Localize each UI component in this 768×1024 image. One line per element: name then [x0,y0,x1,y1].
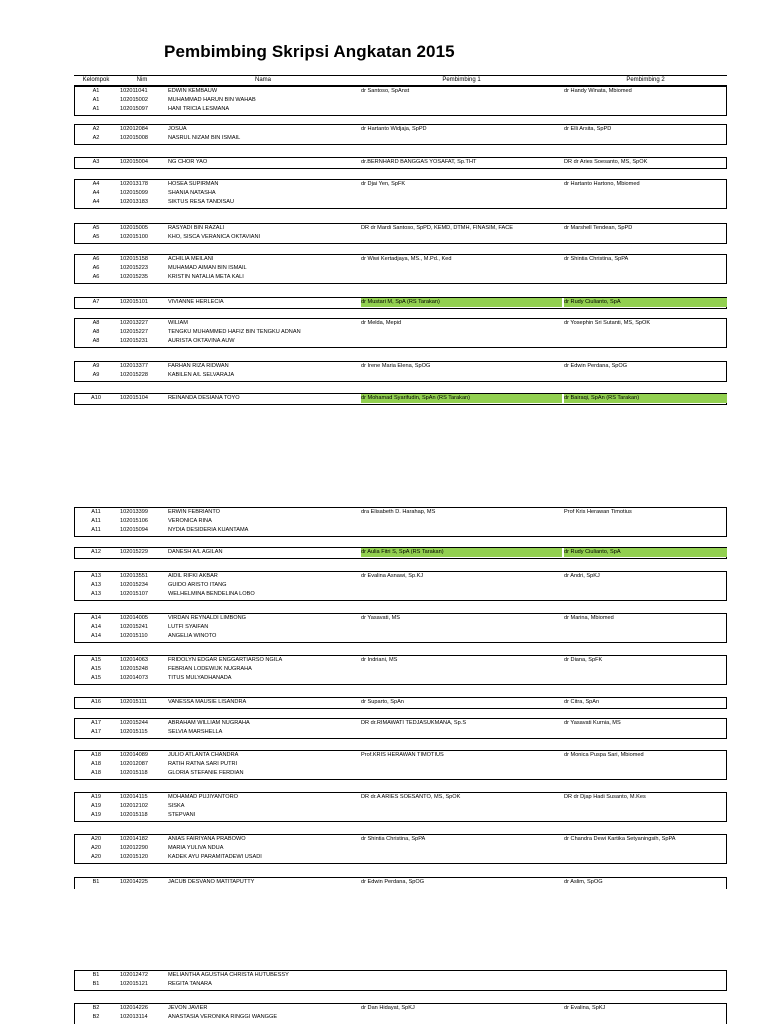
cell-nim: 102015101 [120,299,148,305]
cell-kelompok: A19 [91,812,101,818]
table-group [74,1003,727,1023]
cell-nim: 102015099 [120,190,148,196]
cell-kelompok: A8 [92,338,100,344]
cell-nim: 102012087 [120,761,148,767]
table-row [74,319,727,328]
cell-kelompok: A20 [91,836,101,842]
cell-nim: 102015100 [120,234,148,240]
table-row [74,853,727,862]
cell-pembimbing-1: dr.BERNHARD BANGGAS YOSAFAT, Sp.THT [361,159,477,165]
cell-nama: MUHAMMAD HARUN BIN WAHAB [168,97,256,103]
table-group [74,254,727,284]
table-group [74,157,727,169]
cell-nim: 102013377 [120,363,148,369]
cell-pembimbing-1: dr Santoso, SpAnst [361,88,410,94]
table-row [74,980,727,989]
cell-pembimbing-2: dr Citra, SpAn [564,699,600,705]
cell-nama: WILIAM [168,320,188,326]
cell-nama: FARHAN RIZA RIDWAN [168,363,229,369]
cell-nama: JACUB DESVANO MATITAPUTTY [168,879,255,885]
cell-nim: 102014005 [120,615,148,621]
cell-nim: 102015110 [120,633,148,639]
cell-kelompok: A13 [91,573,101,579]
cell-nim: 102015229 [120,549,148,555]
cell-pembimbing-2: dr Bairaqi, SpAn (RS Tarakan) [564,394,727,403]
table-group [74,547,727,559]
cell-nim: 102015097 [120,106,148,112]
table-row [74,264,727,273]
table-row [74,158,727,167]
table-row [74,665,727,674]
cell-nim: 102015158 [120,256,148,262]
table-row [74,328,727,337]
cell-kelompok: A10 [91,395,101,401]
table-row [74,1013,727,1022]
cell-pembimbing-2: dr Marina, Mbiomed [564,615,614,621]
cell-kelompok: A16 [91,699,101,705]
table-group [74,834,727,864]
table-row [74,508,727,517]
table-row [74,590,727,599]
cell-nama: AURISTA OKTAVINA AUW [168,338,235,344]
cell-nim: 102015244 [120,720,148,726]
cell-kelompok: A6 [92,274,100,280]
cell-nim: 102013183 [120,199,148,205]
table-group [74,124,727,145]
cell-nim: 102015241 [120,624,148,630]
cell-kelompok: A7 [92,299,100,305]
cell-kelompok: A14 [91,624,101,630]
cell-pembimbing-2: dr Aslim, SpOG [564,879,603,885]
table-row [74,96,727,105]
page-title: Pembimbing Skripsi Angkatan 2015 [164,42,455,61]
cell-pembimbing-2: dr Chandra Dewi Kartika Setyaningsih, SpPA [564,836,676,842]
cell-kelompok: A5 [92,225,100,231]
table-group [74,718,727,739]
cell-nama: FEBRIAN LODEWIJK NUGRAHA [168,666,252,672]
cell-kelompok: A4 [92,199,100,205]
cell-nim: 102013227 [120,320,148,326]
table-row [74,233,727,242]
cell-pembimbing-1: dr Djai Yen, SpFK [361,181,406,187]
cell-kelompok: A9 [92,372,100,378]
cell-pembimbing-1: dr Yasavati, MS [361,615,400,621]
cell-nim: 102012084 [120,126,148,132]
table-row [74,835,727,844]
table-row [74,802,727,811]
header-nama: Nama [254,77,271,83]
cell-pembimbing-2: dr Marshell Tendean, SpPD [564,225,633,231]
cell-nama: VIRDAN REYNALDI LIMBONG [168,615,247,621]
header-nim: Nim [136,77,148,83]
cell-nama: SELVIA MARSHELLA [168,729,223,735]
table-row [74,656,727,665]
cell-nim: 102015234 [120,582,148,588]
cell-kelompok: A19 [91,794,101,800]
cell-pembimbing-2: dr Andri, SpKJ [564,573,600,579]
cell-nim: 102013178 [120,181,148,187]
table-row [74,793,727,802]
cell-pembimbing-2: dr Yosephin Sri Sutanti, MS, SpOK [564,320,651,326]
cell-nama: ERWIN FEBRIANTO [168,509,221,515]
table-row [74,298,727,307]
header-pembimbing-1: Pembimbing 1 [442,77,481,83]
cell-pembimbing-2: Prof Kris Herawan Timotius [564,509,632,515]
table-row [74,517,727,526]
cell-kelompok: A11 [91,509,101,515]
cell-nama: MOHAMAD PUJIYANTORO [168,794,239,800]
cell-nama: JEVON JAVIER [168,1005,208,1011]
cell-kelompok: A4 [92,190,100,196]
cell-kelompok: A11 [91,518,101,524]
cell-nim: 102015231 [120,338,148,344]
table-group [74,750,727,780]
cell-nama: KABILEN A/L SELVARAJA [168,372,235,378]
table-row [74,878,727,887]
table-group [74,297,727,309]
cell-kelompok: A2 [92,126,100,132]
cell-kelompok: A17 [91,729,101,735]
cell-nim: 102015005 [120,225,148,231]
cell-kelompok: B2 [92,1005,100,1011]
cell-nama: GLORIA STEFANIE FERDIAN [168,770,244,776]
table-row [74,105,727,114]
cell-nama: VERONICA RINA [168,518,212,524]
table-row [74,548,727,557]
cell-nama: MELIANTHA AGUSTHA CHRISTA HUTUBESSY [168,972,289,978]
table-row [74,371,727,380]
cell-nama: FRIDOLYN EDGAR ENGGARTIARSO NGILA [168,657,283,663]
cell-kelompok: A20 [91,854,101,860]
cell-kelompok: A2 [92,135,100,141]
cell-nama: RASYADI BIN RAZALI [168,225,225,231]
cell-nama: MARIA YULIVA NDUA [168,845,224,851]
table-row [74,125,727,134]
cell-kelompok: A18 [91,761,101,767]
table-row [74,751,727,760]
cell-nama: LUTFI SYAIFAN [168,624,209,630]
cell-nim: 102013114 [120,1014,148,1020]
cell-pembimbing-1: dr Aulia Fitri S, SpA (RS Tarakan) [361,548,562,557]
cell-pembimbing-1: dr Melda, Mepid [361,320,402,326]
cell-pembimbing-2: dr Yasavati Kurnia, MS [564,720,621,726]
cell-pembimbing-2: dr Diana, SpFK [564,657,603,663]
cell-nama: WELHELMINA BENDELINA LOBO [168,591,255,597]
table-row [74,394,727,403]
header-pembimbing-2: Pembimbing 2 [626,77,665,83]
cell-nama: STEPVANI [168,812,196,818]
cell-nim: 102014115 [120,794,148,800]
cell-pembimbing-2: dr Monica Puspa Sari, Mbiomed [564,752,644,758]
cell-nim: 102011041 [120,88,148,94]
cell-kelompok: A6 [92,256,100,262]
cell-nama: KHO, SISCA VERANICA OKTAVIANI [168,234,261,240]
cell-kelompok: A3 [92,159,100,165]
cell-nama: DANESH A/L AGILAN [168,549,223,555]
table-row [74,698,727,707]
cell-kelompok: A17 [91,720,101,726]
cell-nim: 102012472 [120,972,148,978]
cell-kelompok: A1 [92,97,100,103]
cell-pembimbing-1: dr Evalina Asnawi, Sp.KJ [361,573,424,579]
cell-nim: 102012102 [120,803,148,809]
cell-kelompok: A15 [91,666,101,672]
cell-kelompok: B1 [92,972,100,978]
cell-nama: JOSUA [168,126,187,132]
cell-kelompok: A5 [92,234,100,240]
cell-pembimbing-1: dr Wiwi Kertadjaya, MS., M.Pd., Ked [361,256,452,262]
table-row [74,971,727,980]
table-row [74,273,727,282]
table-group [74,970,727,991]
cell-pembimbing-1: DR dr.RIMAWATI TEDJASUKMANA, Sp.S [361,720,467,726]
cell-pembimbing-2: dr Elli Arsita, SpPD [564,126,612,132]
cell-nim: 102015120 [120,854,148,860]
cell-nama: NG CHOR YAO [168,159,208,165]
cell-kelompok: A13 [91,591,101,597]
cell-nama: ANGELIA WINOTO [168,633,217,639]
table-group [74,361,727,382]
table-row [74,362,727,371]
cell-nim: 102015008 [120,135,148,141]
cell-nama: ACHILIA MEILANI [168,256,214,262]
cell-nama: TITUS MULYADHANADA [168,675,232,681]
table-row [74,674,727,683]
cell-kelompok: B2 [92,1014,100,1020]
cell-kelompok: A8 [92,329,100,335]
cell-pembimbing-1: dr Mohamad Syarifudin, SpAn (RS Tarakan) [361,394,562,403]
cell-pembimbing-1: DR dr Mardi Santoso, SpPD, KEMD, DTMH, FINASIM, FACE [361,225,513,231]
cell-nama: ANIAS FAIRIYANA PRABOWO [168,836,246,842]
table-group [74,507,727,537]
table-group [74,655,727,685]
table-row [74,198,727,207]
cell-pembimbing-1: dra Elisabeth D. Harahap, MS [361,509,436,515]
cell-nama: KRISTIN NATALIA META KALI [168,274,244,280]
table-row [74,811,727,820]
cell-nim: 102015121 [120,981,148,987]
table-row [74,526,727,535]
cell-pembimbing-1: dr Suparto, SpAn [361,699,404,705]
table-row [74,337,727,346]
cell-pembimbing-2: dr Shintia Christina, SpPA [564,256,629,262]
table-row [74,844,727,853]
cell-nim: 102015111 [120,699,148,705]
cell-pembimbing-1: dr Indriani, MS [361,657,398,663]
table-row [74,189,727,198]
cell-nama: NASRUL NIZAM BIN ISMAIL [168,135,241,141]
cell-kelompok: A8 [92,320,100,326]
table-group [74,86,727,116]
cell-nama: REGITA TANARA [168,981,212,987]
cell-nim: 102014073 [120,675,148,681]
table-row [74,572,727,581]
cell-nim: 102015248 [120,666,148,672]
table-group [74,792,727,822]
cell-nim: 102014182 [120,836,148,842]
cell-nama: GUIDO ARISTO ITANG [168,582,227,588]
cell-nim: 102013551 [120,573,148,579]
cell-nim: 102015107 [120,591,148,597]
cell-nama: AIDIL RIFKI AKBAR [168,573,218,579]
cell-kelompok: A12 [91,549,101,555]
cell-nama: VIVIANNE HERLECIA [168,299,224,305]
table-row [74,614,727,623]
cell-pembimbing-1: dr Edwin Perdana, SpOG [361,879,425,885]
cell-nim: 102012290 [120,845,148,851]
table-row [74,1004,727,1013]
cell-kelompok: A1 [92,106,100,112]
cell-pembimbing-1: Prof.KRIS HERAWAN TIMOTIUS [361,752,444,758]
cell-kelompok: A11 [91,527,101,533]
cell-nim: 102013399 [120,509,148,515]
cell-pembimbing-2: DR dr Djap Hadi Susanto, M.Kes [564,794,646,800]
table-row [74,224,727,233]
cell-pembimbing-2: dr Rudy Ciulianto, SpA [564,548,727,557]
cell-nama: ABRAHAM WILLIAM NUGRAHA [168,720,250,726]
cell-kelompok: B1 [92,981,100,987]
cell-nim: 102015228 [120,372,148,378]
cell-nama: SHANIA NATASHA [168,190,216,196]
table-group [74,697,727,709]
cell-kelompok: A18 [91,752,101,758]
cell-nama: RATIH RATNA SARI PUTRI [168,761,238,767]
cell-nama: SISKA [168,803,185,809]
cell-nim: 102015104 [120,395,148,401]
cell-kelompok: A19 [91,803,101,809]
table-row [74,255,727,264]
cell-kelompok: A1 [92,88,100,94]
table-row [74,769,727,778]
table-group [74,613,727,643]
cell-nama: TENGKU MUHAMMED HAFIZ BIN TENGKU ADNAN [168,329,301,335]
cell-kelompok: A14 [91,633,101,639]
cell-pembimbing-1: dr Shintia Christina, SpPA [361,836,426,842]
cell-kelompok: A6 [92,265,100,271]
cell-nim: 102014089 [120,752,148,758]
cell-nim: 102014225 [120,879,148,885]
cell-nim: 102015118 [120,770,148,776]
cell-pembimbing-1: dr Hartanto Widjaja, SpPD [361,126,427,132]
cell-kelompok: A20 [91,845,101,851]
table-group [74,571,727,601]
header-kelompok: Kelompok [82,77,110,83]
cell-nama: VANESSA MAUSIE LISANDRA [168,699,247,705]
table-group [74,318,727,348]
cell-pembimbing-1: dr Irene Maria Elena, SpOG [361,363,431,369]
table-row [74,134,727,143]
cell-pembimbing-2: dr Rudy Ciulianto, SpA [564,298,727,307]
cell-nama: MUHAMAD AIMAN BIN ISMAIL [168,265,247,271]
cell-kelompok: B1 [92,879,100,885]
cell-nim: 102015227 [120,329,148,335]
cell-nama: NYDIA DESIDERIA KUANTAMA [168,527,249,533]
cell-pembimbing-1: dr Mustari M, SpA (RS Tarakan) [361,298,562,307]
cell-nama: KADEK AYU PARAMITADEWI USADI [168,854,262,860]
cell-kelompok: A14 [91,615,101,621]
table-row [74,180,727,189]
cell-nama: SIKTUS RESA TANDISAU [168,199,235,205]
cell-nama: EDWIN KEMBAUW [168,88,218,94]
table-group [74,877,727,888]
cell-nim: 102015118 [120,812,148,818]
cell-nama: ANASTASIA VERONIKA RINGGI WANGGE [168,1014,278,1020]
table-row [74,728,727,737]
cell-pembimbing-2: dr Handy Winata, Mbiomed [564,88,632,94]
cell-nim: 102015235 [120,274,148,280]
cell-nim: 102015115 [120,729,148,735]
cell-pembimbing-2: dr Edwin Perdana, SpOG [564,363,628,369]
cell-nim: 102015094 [120,527,148,533]
cell-nim: 102014226 [120,1005,148,1011]
cell-pembimbing-2: dr Evalina, SpKJ [564,1005,606,1011]
cell-nama: HOSEA SUPIRMAN [168,181,219,187]
table-group [74,393,727,405]
cell-kelompok: A18 [91,770,101,776]
cell-pembimbing-1: dr Dan Hidayat, SpKJ [361,1005,415,1011]
table-row [74,87,727,96]
cell-kelompok: A9 [92,363,100,369]
cell-kelompok: A4 [92,181,100,187]
cell-nim: 102015106 [120,518,148,524]
cell-kelompok: A13 [91,582,101,588]
table-group [74,179,727,209]
table-row [74,623,727,632]
cell-nama: HANI TRICIA LESMANA [168,106,230,112]
table-group [74,223,727,244]
table-row [74,581,727,590]
cell-nama: REINANDA DESIANA TOYO [168,395,240,401]
cell-pembimbing-2: dr Hartanto Hartono, Mbiomed [564,181,640,187]
cell-kelompok: A15 [91,675,101,681]
cell-nim: 102015223 [120,265,148,271]
cell-nim: 102014063 [120,657,148,663]
cell-nim: 102015004 [120,159,148,165]
table-row [74,719,727,728]
cell-nim: 102015002 [120,97,148,103]
cell-kelompok: A15 [91,657,101,663]
cell-pembimbing-2: DR dr Aries Soesanto, MS, SpOK [564,159,648,165]
cell-pembimbing-1: DR dr.A ARIES SOESANTO, MS, SpOK [361,794,461,800]
table-row [74,760,727,769]
table-row [74,632,727,641]
cell-nama: JULIO ATLANTA CHANDRA [168,752,239,758]
table-header [74,75,727,86]
